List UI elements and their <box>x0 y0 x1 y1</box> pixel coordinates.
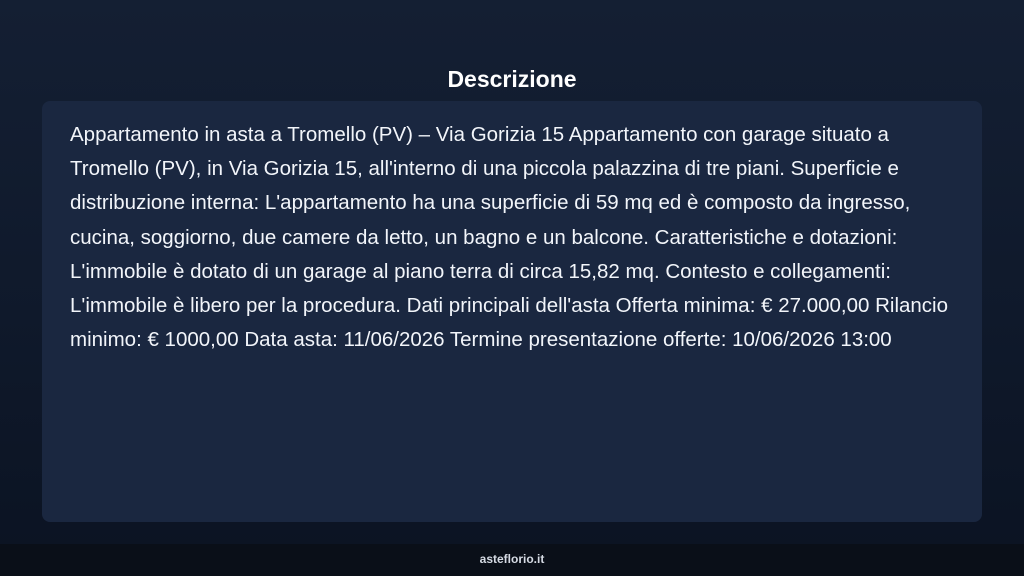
description-text: Appartamento in asta a Tromello (PV) – Via Gorizia 15 Appartamento con garage situato a Tromello (PV), in Via Gorizia 15, all'interno di una piccola palazzina di tre piani. Superficie e distribuzione interna: L'appartamento ha una superficie di 59 mq ed è composto da ingresso, cucina, soggiorno, due camere da letto, un bagno e un balcone. Caratteristiche e dotazioni: L'immobile è dotato di un garage al piano terra di circa 15,82 mq. Contesto e collegamenti: L'immobile è libero per la procedura. Dati principali dell'asta Offerta minima: € 27.000,00 Rilancio minimo: € 1000,00 Data asta: 11/06/2026 Termine presentazione offerte: 10/06/2026 13:00 <box>70 123 949 352</box>
description-card <box>42 101 982 522</box>
footer-site-name: asteflorio.it <box>479 552 545 566</box>
page-title: Descrizione <box>447 66 577 93</box>
